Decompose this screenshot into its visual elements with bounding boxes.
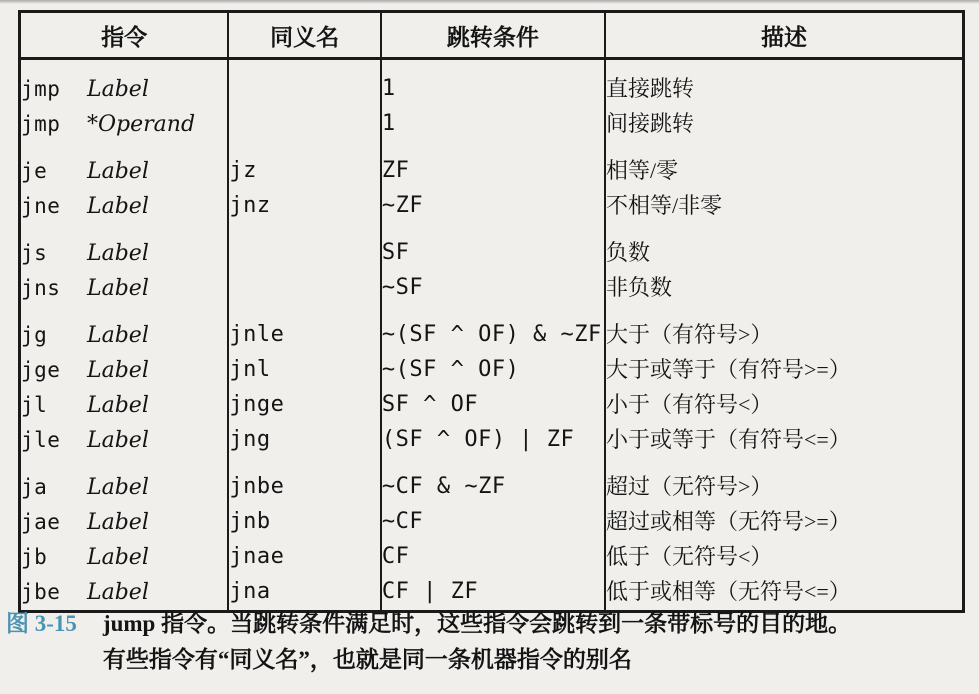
instruction-mnemonic: jmp <box>21 112 61 136</box>
instruction-operand: Label <box>87 241 149 266</box>
description-cell: 间接跳转 <box>605 107 964 142</box>
synonym-cell <box>228 271 381 306</box>
instruction-operand: Label <box>87 276 149 301</box>
instruction-mnemonic: je <box>21 159 48 183</box>
table-row <box>20 388 964 423</box>
instruction-operand: Label <box>87 545 149 570</box>
instruction-operand: Label <box>87 475 149 500</box>
instruction-operand: Label <box>87 194 149 219</box>
table-row <box>20 458 964 505</box>
instruction-cell <box>20 271 229 306</box>
instruction-cell <box>20 107 229 142</box>
synonym-cell: jnz <box>228 189 381 224</box>
instruction-operand: Label <box>87 510 149 535</box>
synonym-cell: jnbe <box>228 458 381 505</box>
header-jump-condition: 跳转条件 <box>381 12 605 59</box>
table-row <box>20 107 964 142</box>
description-cell: 直接跳转 <box>605 59 964 108</box>
jump-instructions-table <box>18 10 965 613</box>
caption-line-1: jump 指令。当跳转条件满足时，这些指令会跳转到一条带标号的目的地。 <box>102 611 852 636</box>
instruction-mnemonic: jae <box>21 510 61 534</box>
description-cell: 负数 <box>605 224 964 271</box>
synonym-cell: jnae <box>228 540 381 575</box>
instruction-mnemonic: jg <box>21 323 48 347</box>
description-cell: 相等/零 <box>605 142 964 189</box>
condition-cell: ~ZF <box>381 189 605 224</box>
condition-cell: ~CF <box>381 505 605 540</box>
condition-cell: CF | ZF <box>381 575 605 612</box>
instruction-operand: Label <box>87 159 149 184</box>
instruction-mnemonic: jge <box>21 358 61 382</box>
condition-cell: ~(SF ^ OF) & ~ZF <box>381 306 605 353</box>
condition-cell: CF <box>381 540 605 575</box>
instruction-cell <box>20 423 229 458</box>
instruction-mnemonic: jbe <box>21 580 61 604</box>
instruction-mnemonic: jne <box>21 194 61 218</box>
instruction-mnemonic: js <box>21 241 48 265</box>
instruction-cell <box>20 224 229 271</box>
table-row <box>20 271 964 306</box>
scan-edge-artifact <box>0 0 979 4</box>
instruction-cell <box>20 306 229 353</box>
instruction-cell <box>20 59 229 108</box>
condition-cell: ~SF <box>381 271 605 306</box>
instruction-operand: Label <box>87 77 149 102</box>
figure-caption <box>6 606 972 678</box>
synonym-cell: jnge <box>228 388 381 423</box>
condition-cell: 1 <box>381 59 605 108</box>
synonym-cell <box>228 59 381 108</box>
description-cell: 低于或相等（无符号<=） <box>605 575 964 612</box>
synonym-cell <box>228 107 381 142</box>
description-cell: 非负数 <box>605 271 964 306</box>
table-row <box>20 505 964 540</box>
instruction-mnemonic: jns <box>21 276 61 300</box>
instruction-operand: Label <box>87 358 149 383</box>
header-synonym: 同义名 <box>228 12 381 59</box>
instruction-mnemonic: jb <box>21 545 48 569</box>
condition-cell: 1 <box>381 107 605 142</box>
instruction-cell <box>20 142 229 189</box>
table-row <box>20 306 964 353</box>
table-header-row <box>20 12 964 59</box>
condition-cell: SF <box>381 224 605 271</box>
instruction-operand: Label <box>87 323 149 348</box>
description-cell: 不相等/非零 <box>605 189 964 224</box>
instruction-operand: *Operand <box>87 112 196 137</box>
instruction-mnemonic: jle <box>21 428 61 452</box>
caption-line-2: 有些指令有“同义名”，也就是同一条机器指令的别名 <box>102 647 632 672</box>
figure-label: 图 3-15 <box>6 611 77 636</box>
synonym-cell: jna <box>228 575 381 612</box>
synonym-cell: jnb <box>228 505 381 540</box>
instruction-operand: Label <box>87 393 149 418</box>
table-row <box>20 59 964 108</box>
table-row <box>20 540 964 575</box>
header-description: 描述 <box>605 12 964 59</box>
table-row <box>20 224 964 271</box>
instruction-cell <box>20 540 229 575</box>
synonym-cell <box>228 224 381 271</box>
instruction-mnemonic: ja <box>21 475 48 499</box>
description-cell: 超过（无符号>） <box>605 458 964 505</box>
description-cell: 低于（无符号<） <box>605 540 964 575</box>
condition-cell: ZF <box>381 142 605 189</box>
instruction-mnemonic: jmp <box>21 77 61 101</box>
instruction-cell <box>20 388 229 423</box>
condition-cell: (SF ^ OF) | ZF <box>381 423 605 458</box>
instruction-cell <box>20 505 229 540</box>
synonym-cell: jnl <box>228 353 381 388</box>
description-cell: 超过或相等（无符号>=） <box>605 505 964 540</box>
header-instruction: 指令 <box>20 12 229 59</box>
description-cell: 大于（有符号>） <box>605 306 964 353</box>
description-cell: 小于（有符号<） <box>605 388 964 423</box>
instruction-mnemonic: jl <box>21 393 48 417</box>
synonym-cell: jz <box>228 142 381 189</box>
condition-cell: ~(SF ^ OF) <box>381 353 605 388</box>
instruction-cell <box>20 353 229 388</box>
instruction-operand: Label <box>87 580 149 605</box>
description-cell: 小于或等于（有符号<=） <box>605 423 964 458</box>
figure-caption-text <box>103 606 972 678</box>
table-row <box>20 142 964 189</box>
table-row <box>20 423 964 458</box>
instruction-cell <box>20 458 229 505</box>
condition-cell: ~CF & ~ZF <box>381 458 605 505</box>
description-cell: 大于或等于（有符号>=） <box>605 353 964 388</box>
synonym-cell: jnle <box>228 306 381 353</box>
table-row <box>20 189 964 224</box>
synonym-cell: jng <box>228 423 381 458</box>
instruction-cell <box>20 189 229 224</box>
table-body <box>20 59 964 612</box>
instruction-operand: Label <box>87 428 149 453</box>
table-row <box>20 353 964 388</box>
condition-cell: SF ^ OF <box>381 388 605 423</box>
